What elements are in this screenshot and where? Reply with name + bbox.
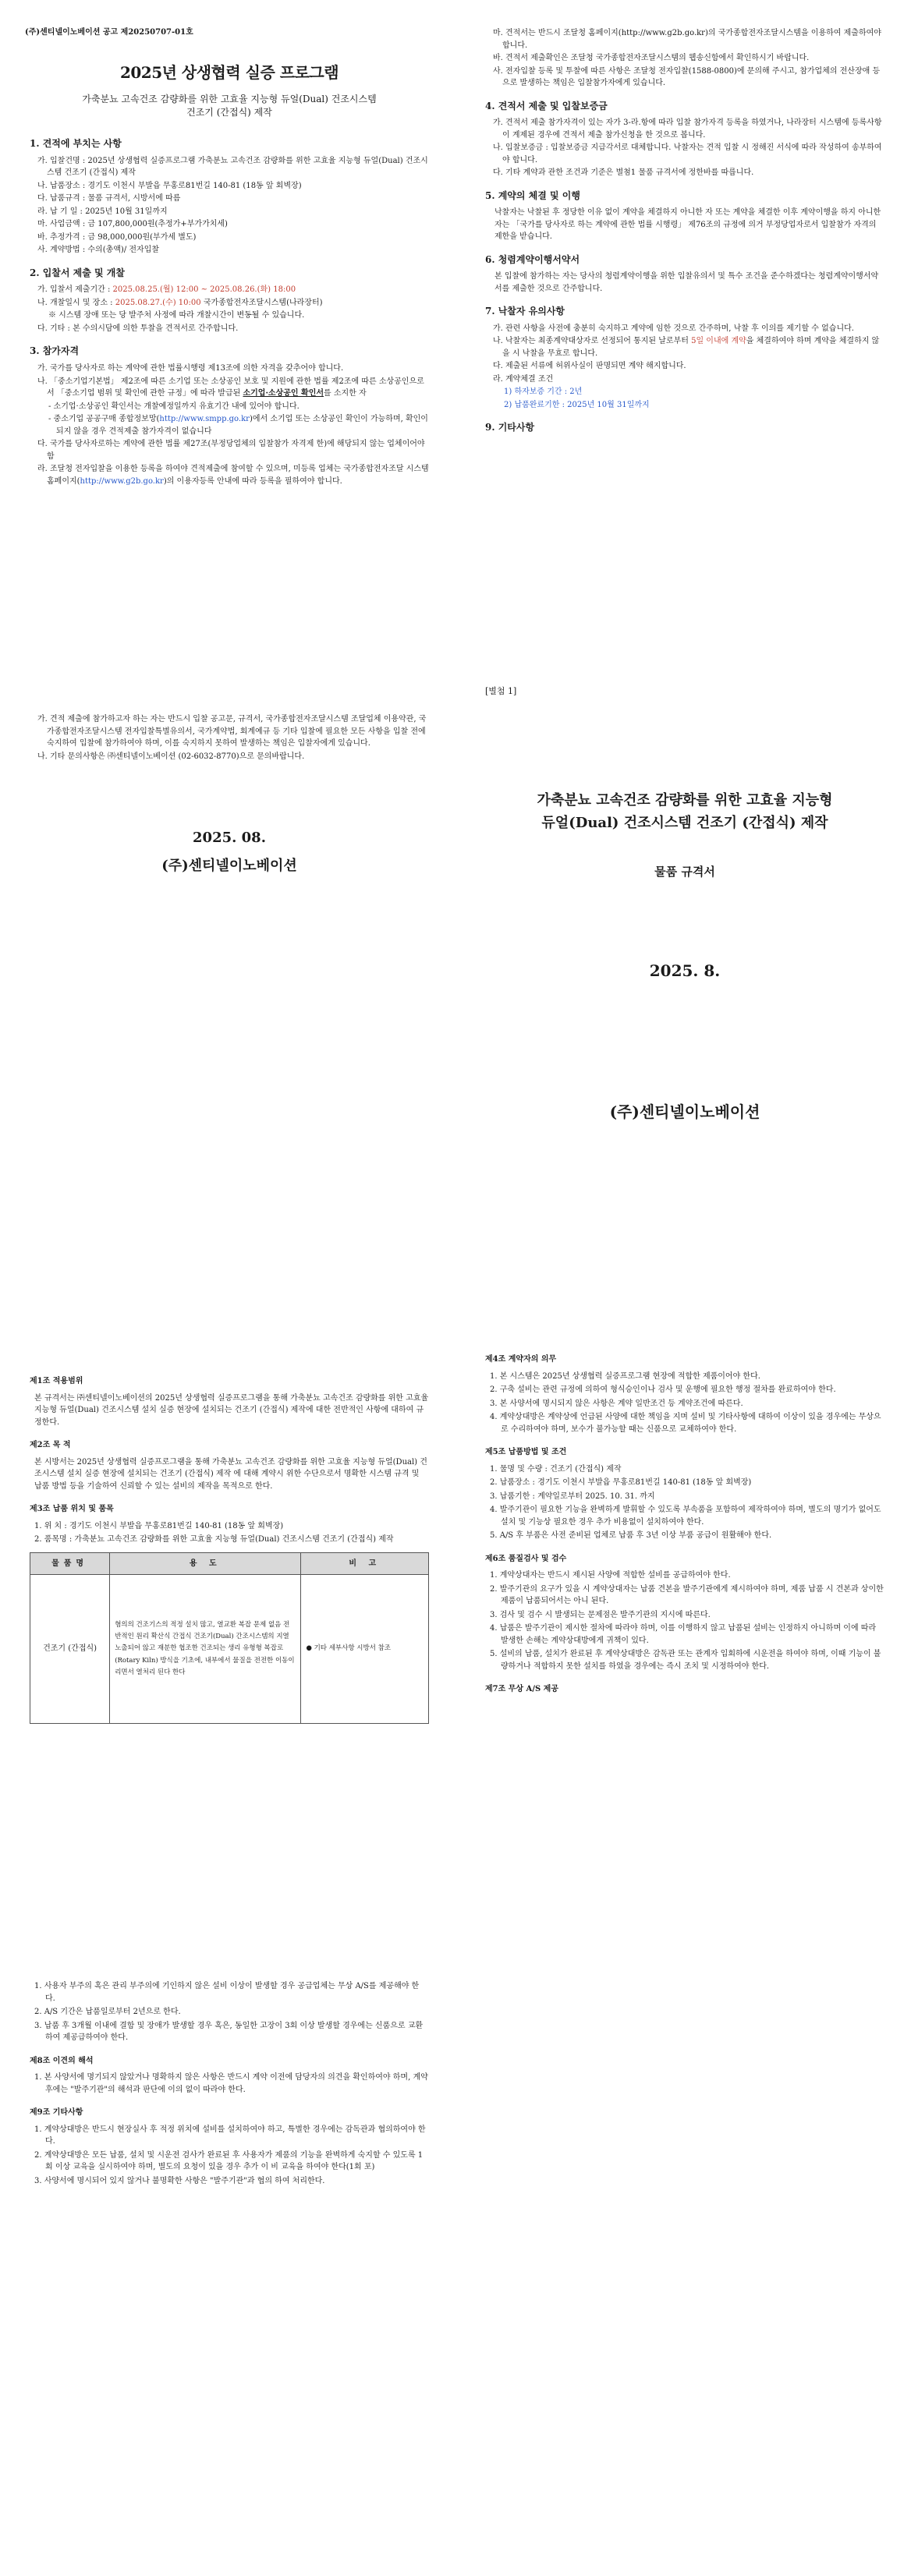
list-item: 나. 개찰일시 및 장소 : 2025.08.27.(수) 10:00 국가종합전자조달시스템(나라장터) [37, 298, 323, 307]
article-heading: 제3조 납품 위치 및 품목 [30, 1505, 114, 1513]
spec-table [30, 1552, 429, 1725]
certificate-link: 소기업·소상공인 확인서 [243, 389, 324, 398]
list-item: 바. 견적서 제출확인은 조달청 국가종합전자조달시스템의 웹송신함에서 확인하시기 바랍니다. [493, 54, 810, 62]
list-item: 나. 「중소기업기본법」 제2조에 따른 소기업 또는 소상공인 보호 및 지원에 관한 법률 제2조에 따른 소상공인으로서 「중소기업 범위 및 확인에 관한 규정」에 따라 발급된 소기업·소상공인 확인서를 소지한 자 [37, 377, 424, 398]
table-header: 용 도 [110, 1552, 301, 1575]
notice-page-3 [0, 644, 456, 1288]
section-heading: 6. 청렴계약이행서약서 [485, 253, 580, 265]
article-heading: 제9조 기타사항 [30, 2108, 83, 2117]
list-item: 1. 계약상대방은 반드시 현장실사 후 적정 위치에 설비를 설치하여야 하고, 특별한 경우에는 감독관과 협의하여야 한다. [34, 2125, 426, 2146]
table-cell: 혐의의 건조기스의 적정 설치 많고, 열교환 복잡 문제 없음 전반적인 원리 확산식 간접식 건조기(Dual) 간조시스템의 지열 노출되어 않고 재분한 협조한 건조되는 생리 유형형 복잡로(Rotary Kiln) 방식을 기초에, 내부에서 물질을 전전한 이동이리면서 열처리 된다 한다 [110, 1575, 301, 1724]
list-item: 3. 검사 및 검수 시 발생되는 문제점은 발주기관의 지시에 따른다. [490, 1610, 711, 1619]
spec-cover-page [456, 644, 911, 1288]
paragraph: 본 규격서는 ㈜센티넬이노베이션의 2025년 상생협력 실증프로그램을 통해 가축분뇨 고속건조 감량화를 위한 고효율 지능형 듀얼(Dual) 건조시스템 설치 실증 현장에 설치되는 건조기 (간접식) 제작에 대한 전반적인 사항에 대하여 규정한다. [34, 1393, 429, 1427]
notice-page-2 [456, 0, 911, 644]
list-item: 사. 전자입찰 등록 및 투찰에 따른 사항은 조달청 전자입찰(1588-0800)에 문의해 주시고, 참가업체의 전산장애 등으로 발생하는 책임은 입찰참가자에게 있습니다. [493, 66, 881, 87]
spec-page-3 [0, 1932, 456, 2576]
article-heading: 제7조 무상 A/S 제공 [485, 1685, 558, 1693]
page-subtitle: 가축분뇨 고속건조 감량화를 위한 고효율 지능형 듀얼(Dual) 건조시스템 건조기 (간접식) 제작 [82, 93, 377, 118]
list-item: 나. 입찰보증금 : 입찰보증금 지급각서로 대체합니다. 낙찰자는 견적 입찰 시 정해진 서식에 따라 작성하여 송부하여야 합니다. [493, 143, 882, 165]
spec-subtitle: 물품 규격서 [654, 864, 715, 879]
list-item: 가. 견적서 제출 참가자격이 있는 자가 3-라.항에 따라 입찰 참가자격 등록을 하였거나, 나라장터 시스템에 등록사항이 계제된 경우에 견적서 제출 참가신청을 한 것으로 봅니다. [493, 119, 882, 140]
page-title: 2025년 상생협력 실증 프로그램 [119, 62, 339, 82]
spec-page-2 [456, 1288, 911, 1932]
list-item: 가. 관련 사항을 사전에 충분히 숙지하고 계약에 임한 것으로 간주하며, 낙찰 후 이의를 제기할 수 없습니다. [493, 324, 854, 333]
notice-number: (주)센티넬이노베이션 공고 제20250707-01호 [25, 28, 193, 37]
list-item: 3. 납품기한 : 계약일로부터 2025. 10. 31. 까지 [490, 1491, 655, 1501]
table-header: 물품명 [30, 1552, 110, 1575]
smpp-link[interactable]: http://www.smpp.go.kr [159, 415, 250, 424]
section-heading: 4. 견적서 제출 및 입찰보증금 [485, 100, 608, 111]
section-heading: 9. 기타사항 [485, 422, 535, 433]
contract-deadline: 5일 이내에 계약 [691, 337, 746, 346]
paragraph: 낙찰자는 낙찰된 후 정당한 이유 없이 계약을 체결하지 아니한 자 또는 계약을 체결한 이후 계약이행을 하지 아니한 자는 「국가를 당사자로 하는 계약에 관한 법률 시행령」 제76조의 규정에 의거 부정당업자로서 입찰참가 자격의 제한을 받습니다. [494, 208, 881, 242]
list-item: 다. 국가를 당사자로하는 계약에 관한 법률 제27조(부정당업체의 입찰참가 자격제 한)에 해당되지 않는 업체이어야 함 [37, 440, 425, 461]
list-item: 2. 계약상대방은 모든 납품, 설치 및 시운전 검사가 완료된 후 사용자가 제품의 기능을 완벽하게 숙지할 수 있도록 1회 이상 교육을 실시하여야 하며, 별도의 요청이 있을 경우 추가 이 비 교육을 하여야 한다(1회 포) [34, 2150, 424, 2171]
list-subitem: 1) 하자보증 기간 : 2년 [504, 387, 583, 397]
paragraph: 본 시방서는 2025년 상생협력 실증프로그램을 통해 가축분뇨 고속건조 감량화를 위한 고효율 지능형 듀얼(Dual) 건조시스템 설치 실증 현장에 설치되는 건조기 (간접식) 제작 에 대해 계약시 위한 수단으로서 명확한 시스템 규격 및 납품 방법 등을 기술하여 신뢰할 수 있는 설비의 제작을 목적으로 한다. [34, 1457, 427, 1491]
list-item: 라. 조달청 전자입찰을 이용한 등록을 하여야 견적제출에 참여할 수 있으며, 미등록 업체는 국가종합전자조달 시스템 홈페이지(http://www.g2b.go.kr)의 이용자등록 안내에 따라 등록을 필하여야 합니다. [37, 465, 429, 486]
spec-title: 가축분뇨 고속건조 감량화를 위한 고효율 지능형 듀얼(Dual) 건조시스템 건조기 (간접식) 제작 [537, 792, 833, 831]
section-heading: 7. 낙찰자 유의사항 [485, 306, 565, 317]
table-row [30, 1575, 429, 1724]
article-heading: 제5조 납품방법 및 조건 [485, 1448, 567, 1456]
spec-date: 2025. 8. [649, 961, 721, 980]
opening-datetime: 2025.08.27.(수) 10:00 [115, 298, 201, 307]
list-item: 다. 납품규격 : 물품 규격서, 시방서에 따름 [37, 194, 181, 203]
article-heading: 제1조 적용범위 [30, 1377, 83, 1385]
list-item: 다. 제출된 서류에 허위사실이 판명되면 계약 해지합니다. [493, 362, 686, 371]
table-cell: ● 기타 세부사항 시방서 참조 [301, 1575, 429, 1724]
list-item: 3. 사양서에 명시되어 있지 않거나 불명확한 사항은 "발주기관"과 협의 하여 처리한다. [34, 2176, 325, 2185]
list-item: 마. 사업금액 : 금 107,800,000원(추정가+부가가치세) [37, 220, 228, 229]
list-item: 2. A/S 기간은 납품일로부터 2년으로 한다. [34, 2008, 181, 2016]
list-item: 다. 기타 : 본 수의시담에 의한 투찰을 견적서로 간주합니다. [37, 324, 239, 333]
list-item: 라. 계약체결 조건 [493, 374, 554, 384]
list-item: 5. A/S 후 부품은 사전 준비된 업체로 납품 후 3년 이상 부품 공급이 원활해야 한다. [490, 1531, 772, 1540]
list-item: 가. 견적 제출에 참가하고자 하는 자는 반드시 입찰 공고문, 규격서, 국가종합전자조달시스템 조달업체 이용약관, 국가종합전자조달시스템 전자입찰특별유의서, 국가계약법, 회계예규 등 기타 입찰에 필요한 모든 사항을 입찰 전에 숙지하여 입찰에 참가하여야 하며, 이를 숙지하지 못하여 발생하는 책임은 입찰자에게 있습니다. [37, 715, 427, 748]
section-heading: 1. 견적에 부치는 사항 [30, 138, 122, 150]
list-item: 2. 품목명 : 가축분뇨 고속건조 감량화를 위한 고효율 지능형 듀얼(Dual) 건조시스템 건조기 (간접식) 제작 [34, 1535, 394, 1544]
article-heading: 제6조 품질검사 및 검수 [485, 1554, 567, 1563]
spec-company: (주)센티넬이노베이션 [609, 1102, 760, 1121]
g2b-link[interactable]: http://www.g2b.go.kr [80, 476, 164, 486]
list-item: 3. 납품 후 3개월 이내에 결함 및 장애가 발생할 경우 혹은, 동일한 고장이 3회 이상 발생할 경우에는 신품으로 교환하여 제공급하여야 한다. [34, 2021, 424, 2042]
list-item: 5. 설비의 납품, 설치가 완료된 후 계약상대방은 감독관 또는 관계자 입회하에 시운전을 하여야 하며, 이때 기능이 불량하거나 적합하지 못한 설치를 하였을 경우에는 즉시 조치 및 시정하여야 한다. [490, 1650, 881, 1671]
list-item: 사. 계약방법 : 수의(총액)/ 전자입찰 [37, 246, 160, 255]
blank-page [456, 1932, 911, 2576]
list-item: 나. 낙찰자는 최종계약대상자로 선정되어 통지된 날로부터 5일 이내에 계약을 체결하여야 하며 계약을 체결하지 않을 시 낙찰을 무효로 합니다. [493, 337, 880, 358]
list-subitem: - 중소기업 공공구매 종합정보망(http://www.smpp.go.kr)에서 소기업 또는 소상공인 확인이 가능하며, 확인이 되지 않을 경우 견적제출 참가자격이 없습니다 [48, 415, 428, 436]
list-item: 1. 본 사양서에 명기되지 않았거나 명확하지 않은 사항은 반드시 계약 이전에 담당자의 의견을 확인하여야 하며, 계약 후에는 "발주기관"의 해석과 판단에 이의 없이 따라야 한다. [34, 2073, 428, 2094]
list-item: 마. 견적서는 반드시 조달청 홈페이지(http://www.g2b.go.kr)의 국가종합전자조달시스템을 이용하여 제출하여야 합니다. [493, 29, 881, 50]
section-heading: 2. 입찰서 제출 및 개찰 [30, 267, 125, 278]
list-item: 1. 본 시스템은 2025년 상생협력 실증프로그램 현장에 적합한 제품이어야 한다. [490, 1371, 760, 1381]
list-item: 1. 물명 및 수량 : 건조기 (간접식) 제작 [490, 1464, 622, 1474]
list-subitem: - 소기업·소상공인 확인서는 개찰예정일까지 유효기간 내에 있어야 합니다. [48, 402, 300, 411]
list-item: 4. 발주기관이 필요한 기능을 완벽하게 발휘할 수 있도록 부속품을 포함하여 제작하여야 하며, 별도의 명기가 없어도 설치 및 기능상 필요한 경우 추가 비용없이 설치하여야 한다. [490, 1506, 881, 1527]
list-item: 가. 국가를 당사자로 하는 계약에 관한 법률시행령 제13조에 의한 자격을 갖추어야 합니다. [37, 364, 344, 373]
list-item: 다. 기타 계약과 관한 조건과 기준은 별첨1 물품 규격서에 정한바를 따릅니다. [493, 168, 754, 178]
list-subitem: 2) 납품완료기한 : 2025년 10월 31일까지 [504, 400, 650, 409]
paragraph: 본 입찰에 참가하는 자는 당사의 청렴계약이행을 위한 입찰유의서 및 특수 조건을 준수하겠다는 청렴계약이행서약서를 제출한 것으로 간주합니다. [494, 272, 879, 293]
list-item: 4. 납품은 발주기관이 제시한 절차에 따라야 하며, 이를 이행하지 않고 납품된 설비는 인정하지 아니하며 이에 따라 발생한 손해는 계약상대방에게 귀책이 있다. [490, 1624, 877, 1645]
list-item: 3. 본 사양서에 명시되지 않은 사항은 계약 일반조건 등 계약조건에 따른다. [490, 1399, 743, 1408]
list-item: 2. 발주기관의 요구가 있을 시 계약상대자는 납품 견본을 발주기관에게 제시하여야 하며, 제품 납품 시 견본과 상이한 제품이 납품되어서는 아니 된다. [490, 1584, 884, 1605]
list-item: 4. 계약상대방은 계약상에 언급된 사양에 대한 책임을 지며 설비 및 기타사항에 대하여 이상이 있을 경우에는 무상으로 수리하여야 하며, 보수가 불가능할 때는 신품으로 교체하여야 한다. [490, 1413, 881, 1434]
table-cell: 건조기 (간접식) [30, 1575, 110, 1724]
list-item: 1. 계약상대자는 반드시 제시된 사양에 적합한 설비를 공급하여야 한다. [490, 1571, 731, 1580]
table-header: 비 고 [301, 1552, 429, 1575]
list-item: 라. 납 기 일 : 2025년 10월 31일까지 [37, 207, 168, 216]
section-heading: 5. 계약의 체결 및 이행 [485, 189, 580, 201]
list-item: 2. 납품장소 : 경기도 이천시 부발읍 무홍로81번길 140-81 (18동 앞 회벽장) [490, 1478, 752, 1487]
section-heading: 3. 참가자격 [30, 345, 80, 357]
article-heading: 제4조 계약자의 의무 [485, 1355, 557, 1364]
article-heading: 제8조 이견의 해석 [30, 2056, 94, 2065]
attachment-label: [별첨 1] [485, 686, 517, 696]
list-item: 나. 납품장소 : 경기도 이천시 부발읍 무홍로81번길 140-81 (18동 앞 회벽장) [37, 181, 302, 190]
company-name: (주)센티넬이노베이션 [161, 857, 297, 874]
notice-page-1 [0, 0, 456, 644]
spec-page-1 [0, 1288, 456, 1932]
list-item: 1. 위 치 : 경기도 이천시 부발읍 무홍로81번길 140-81 (18동 앞 회벽장) [34, 1521, 284, 1530]
list-item: 바. 추정가격 : 금 98,000,000원(부가세 별도) [37, 232, 197, 242]
notice-date: 2025. 08. [193, 830, 266, 846]
list-item: 나. 기타 문의사항은 ㈜센티넬이노베이션 (02-6032-8770)으로 문의바랍니다. [37, 752, 305, 761]
list-item: 가. 입찰건명 : 2025년 상생협력 실증프로그램 가축분뇨 고속건조 감량화를 위한 고효율 지능형 듀얼(Dual) 건조시스템 건조기 (간접식) 제작 [37, 156, 428, 178]
submission-period: 2025.08.25.(월) 12:00 ~ 2025.08.26.(화) 18:00 [112, 285, 296, 295]
list-item: 가. 입찰서 제출기간 : 2025.08.25.(월) 12:00 ~ 2025.08.26.(화) 18:00 [37, 285, 296, 295]
article-heading: 제2조 목 적 [30, 1441, 71, 1449]
list-item: 2. 구축 설비는 관련 규정에 의하여 형식승인이나 검사 및 운행에 필요한 행정 절차를 완료하여야 한다. [490, 1385, 836, 1394]
list-item: 1. 사용자 부주의 혹은 관리 부주의에 기인하지 않은 설비 이상이 발생할 경우 공급업체는 무상 A/S를 제공해야 한다. [34, 1982, 420, 2003]
list-note: ※ 시스템 장애 또는 당 발주처 사정에 따라 개찰시간이 변동될 수 있습니다. [48, 311, 305, 320]
